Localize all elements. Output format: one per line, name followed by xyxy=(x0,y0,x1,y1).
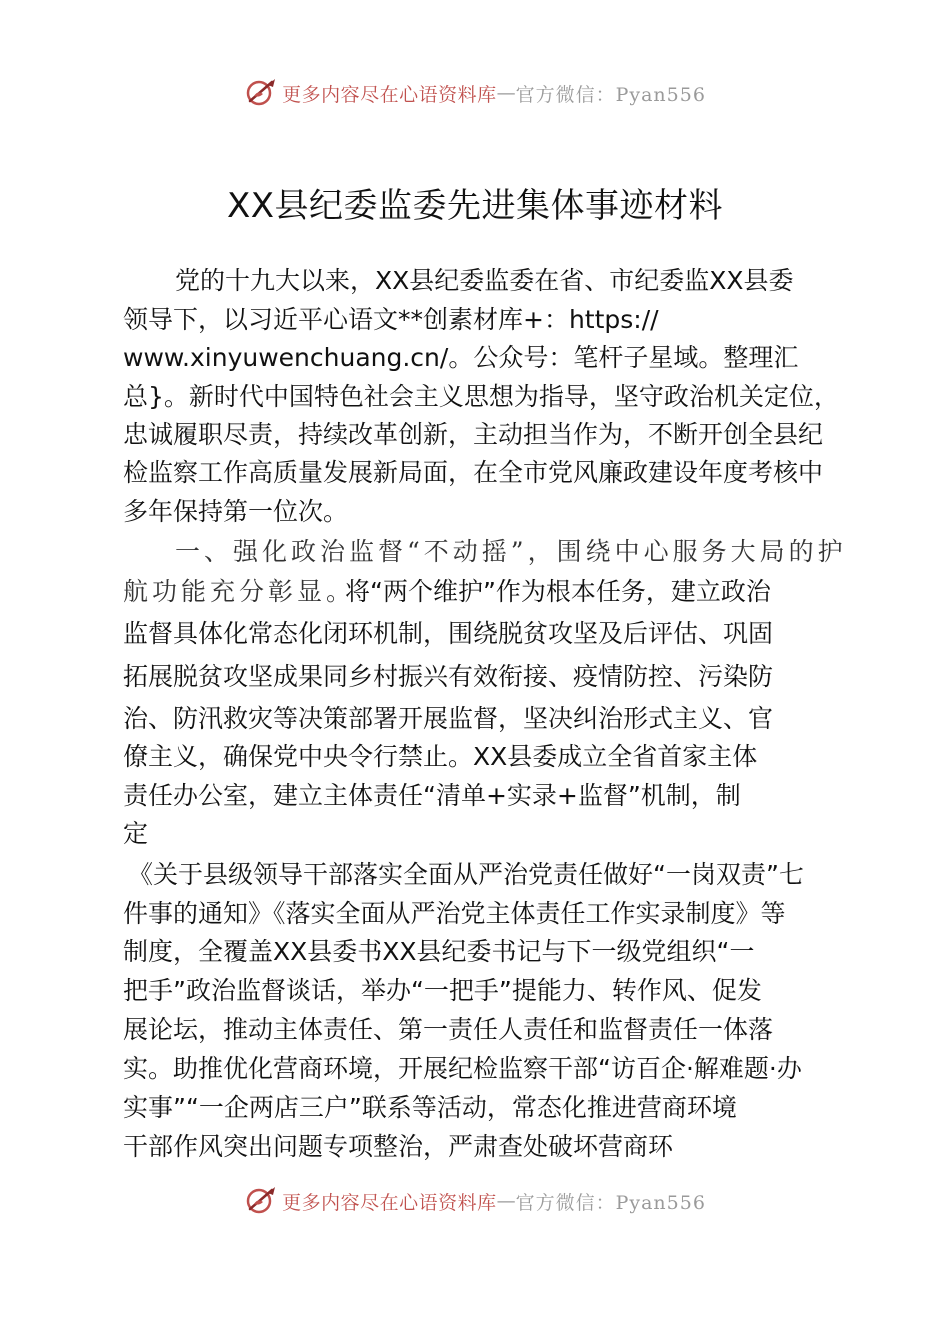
section-heading-line: 航功能充分彰显。 xyxy=(123,577,356,606)
body-line: 展论坛，推动主体责任、第一责任人责任和监督责任一体落 xyxy=(123,1015,774,1044)
body-line: 拓展脱贫攻坚成果同乡村振兴有效衔接、疫情防控、污染防 xyxy=(123,662,774,691)
banner-separator: — xyxy=(496,1190,516,1212)
body-line: 党的十九大以来，XX县纪委监委在省、市纪委监XX县委 xyxy=(175,266,794,295)
body-line: 检监察工作高质量发展新局面，在全市党风廉政建设年度考核中 xyxy=(123,458,824,487)
header-banner xyxy=(0,73,950,113)
body-line: 将“两个维护”作为根本任务，建立政治 xyxy=(345,577,771,606)
banner-brand-text: 更多内容尽在心语资料库 xyxy=(282,1191,497,1214)
section-heading-line: 一、强化政治监督“不动摇”，围绕中心服务大局的护 xyxy=(175,537,847,566)
body-line: 制度，全覆盖XX县委书XX县纪委书记与下一级党组织“一 xyxy=(123,937,755,966)
body-line: 件事的通知》《落实全面从严治党主体责任工作实录制度》等 xyxy=(123,899,786,928)
banner-contact-text: 官方微信：Pyan556 xyxy=(515,1191,706,1214)
banner-contact-text: 官方微信：Pyan556 xyxy=(515,83,706,106)
pen-ink-logo-icon xyxy=(244,76,278,110)
document-title: XX县纪委监委先进集体事迹材料 xyxy=(226,186,724,226)
body-line: 总}。新时代中国特色社会主义思想为指导，坚守政治机关定位， xyxy=(123,382,839,411)
banner-separator: — xyxy=(496,82,516,104)
body-line: 监督具体化常态化闭环机制，围绕脱贫攻坚及后评估、巩固 xyxy=(123,619,774,648)
footer-banner xyxy=(0,1181,950,1221)
pen-ink-logo-icon xyxy=(244,1184,278,1218)
body-line: 实事”“一企两店三户”联系等活动，常态化推进营商环境 xyxy=(123,1093,737,1122)
banner-brand-text: 更多内容尽在心语资料库 xyxy=(282,83,497,106)
body-line: 责任办公室，建立主体责任“清单+实录+监督”机制，制 xyxy=(123,781,741,810)
body-line: 多年保持第一位次。 xyxy=(123,497,349,526)
body-line: 实。助推优化营商环境，开展纪检监察干部“访百企·解难题·办 xyxy=(123,1054,802,1083)
body-line: 定 xyxy=(123,819,149,848)
body-line: 僚主义，确保党中央令行禁止。XX县委成立全省首家主体 xyxy=(123,742,758,771)
body-line: 把手”政治监督谈话，举办“一把手”提能力、转作风、促发 xyxy=(123,976,762,1005)
body-line: 《关于县级领导干部落实全面从严治党责任做好“一岗双责”七 xyxy=(128,860,804,889)
body-line: www.xinyuwenchuang.cn/。公众号：笔杆子星域。整理汇 xyxy=(123,343,799,372)
body-line: 干部作风突出问题专项整治，严肃查处破坏营商环 xyxy=(123,1132,674,1161)
body-line: 治、防汛救灾等决策部署开展监督，坚决纠治形式主义、官 xyxy=(123,704,774,733)
body-line: 领导下，以习近平心语文**创素材库+：https:// xyxy=(123,305,659,334)
body-line: 忠诚履职尽责，持续改革创新，主动担当作为，不断开创全县纪 xyxy=(123,420,824,449)
